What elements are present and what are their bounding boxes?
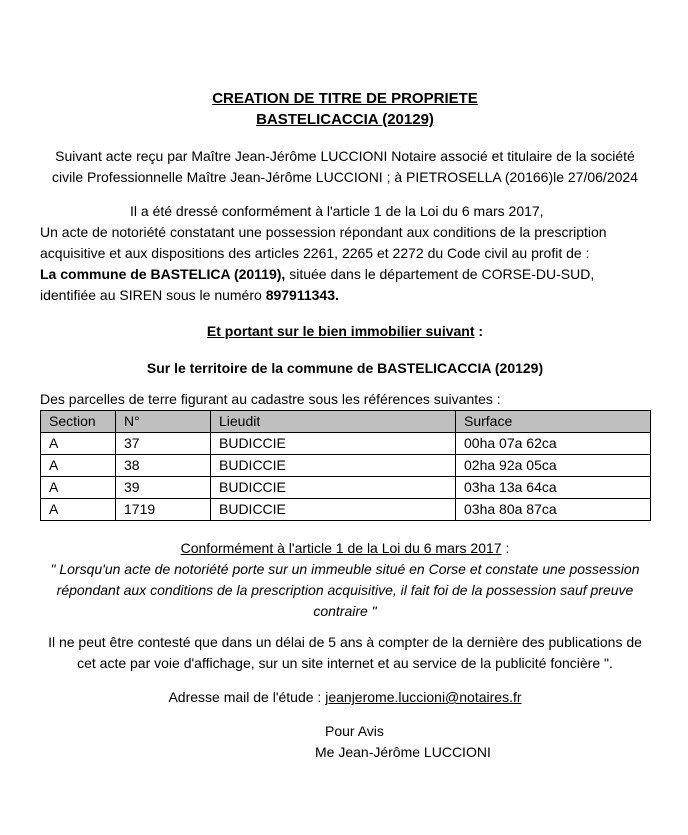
col-header-section: Section: [41, 411, 116, 433]
parcels-intro: Des parcelles de terre figurant au cadastre sous les références suivantes :: [40, 391, 501, 407]
table-row: [41, 499, 651, 521]
property-heading: [40, 321, 650, 342]
parcels-table: [40, 410, 651, 521]
col-header-lieudit: Lieudit: [211, 411, 456, 433]
col-header-surface: Surface: [456, 411, 651, 433]
cell-section: A: [41, 499, 116, 521]
cell-surface: 02ha 92a 05ca: [456, 455, 651, 477]
cell-numero: 39: [116, 477, 211, 499]
col-header-numero: N°: [116, 411, 211, 433]
cell-surface: 03ha 80a 87ca: [456, 499, 651, 521]
cell-numero: 37: [116, 433, 211, 455]
table-header-row: [41, 411, 651, 433]
cell-lieudit: BUDICCIE: [211, 455, 456, 477]
title-line-2: BASTELICACCIA (20129): [256, 111, 434, 128]
signature-pour-avis: Pour Avis: [325, 723, 384, 739]
cell-surface: 00ha 07a 62ca: [456, 433, 651, 455]
email-label: Adresse mail de l'étude :: [168, 689, 322, 705]
beneficiary-detail: située dans le département de CORSE-DU-SUD, identifiée au SIREN sous le numéro: [40, 266, 595, 303]
cell-section: A: [41, 477, 116, 499]
cell-numero: 1719: [116, 499, 211, 521]
table-row: [41, 455, 651, 477]
table-row: [41, 477, 651, 499]
territory-heading: Sur le territoire de la commune de BASTELICACCIA (20129): [146, 360, 544, 376]
beneficiary-name: La commune de BASTELICA (20119),: [40, 266, 286, 282]
document-title: [40, 88, 650, 130]
cell-lieudit: BUDICCIE: [211, 499, 456, 521]
contest-paragraph: Il ne peut être contesté que dans un délai de 5 ans à compter de la dernière des publications de cet acte par voie d'affichage, sur un site internet et au service de la publicité foncière ".: [48, 634, 642, 671]
signature-block: [315, 721, 650, 763]
law-reference-text: Conformément à l'article 1 de la Loi du 6 mars 2017: [180, 540, 502, 556]
cell-lieudit: BUDICCIE: [211, 477, 456, 499]
title-line-1: CREATION DE TITRE DE PROPRIETE: [212, 90, 478, 107]
cell-numero: 38: [116, 455, 211, 477]
beneficiary-paragraph: [40, 264, 650, 306]
act-text: Un acte de notoriété constatant une possession répondant aux conditions de la prescription acquisitive et aux dispositions des articles 2261, 2265 et 2272 du Code civil au profit de :: [40, 224, 607, 261]
signature-notary-name: Me Jean-Jérôme LUCCIONI: [315, 744, 491, 760]
siren-number: 897911343.: [265, 287, 339, 303]
drafted-line: Il a été dressé conformément à l'article 1 de la Loi du 6 mars 2017,: [130, 203, 544, 219]
cell-section: A: [41, 433, 116, 455]
intro-paragraph: Suivant acte reçu par Maître Jean-Jérôme LUCCIONI Notaire associé et titulaire de la société civile Professionnelle Maître Jean-Jérôme LUCCIONI ; à PIETROSELLA (20166)le 27/06/2024: [52, 148, 638, 185]
act-paragraph: [40, 201, 650, 264]
email-link[interactable]: jeanjerome.luccioni@notaires.fr: [325, 689, 522, 705]
contact-line: [40, 687, 650, 708]
property-heading-colon: :: [474, 323, 484, 339]
cell-surface: 03ha 13a 64ca: [456, 477, 651, 499]
cell-lieudit: BUDICCIE: [211, 433, 456, 455]
law-reference: [40, 538, 650, 559]
legal-quote: " Lorsqu'un acte de notoriété porte sur un immeuble situé en Corse et constate une possession répondant aux conditions de la prescription acquisitive, il fait foi de la possession sauf preuve contraire ": [50, 561, 640, 619]
law-reference-colon: :: [501, 540, 510, 556]
table-row: [41, 433, 651, 455]
property-heading-text: Et portant sur le bien immobilier suivant: [206, 323, 475, 339]
cell-section: A: [41, 455, 116, 477]
